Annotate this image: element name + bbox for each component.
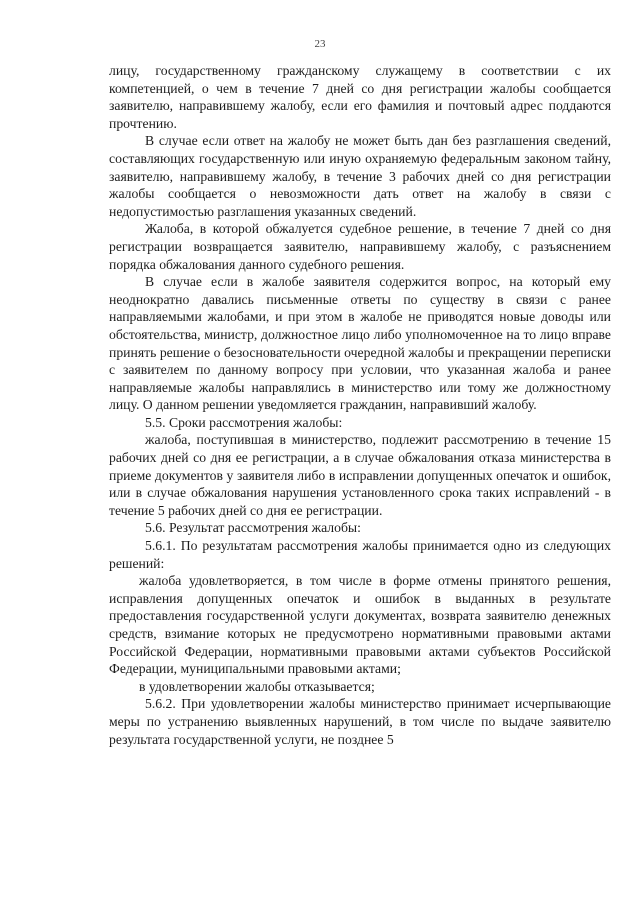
paragraph-repeated-question: В случае если в жалобе заявителя содержится вопрос, на который ему неоднократно давались письменные ответы по существу в связи с ранее направляемыми жалобами, и при этом в жалобе не приводятся новые доводы или обстоятельства, министр, должностное лицо либо уполномоченное на то лицо вправе принять решение о безосновательности очередной жалобы и прекращении переписки с заявителем по данному вопросу при условии, что указанная жалоба и ранее направляемые жалобы направлялись в министерство или тому же должностному лицу. О данном решении уведомляется гражданин, направивший жалобу.: [109, 274, 611, 413]
paragraph-secret-info: В случае если ответ на жалобу не может быть дан без разглашения сведений, составляющих государственную или иную охраняемую федеральным законом тайну, заявителю, направившему жалобу, в течение 3 рабочих дней со дня регистрации жалобы сообщается о невозможности дать ответ на жалобу в связи с недопустимостью разглашения указанных сведений.: [109, 133, 611, 219]
section-heading-5-6: 5.6. Результат рассмотрения жалобы:: [145, 520, 361, 536]
paragraph-5-6-2: 5.6.2. При удовлетворении жалобы министерство принимает исчерпывающие меры по устранению выявленных нарушений, в том числе по выдаче заявителю результата государственной услуги, не позднее 5: [109, 696, 611, 747]
paragraph-5-6-1: 5.6.1. По результатам рассмотрения жалобы принимается одно из следующих решений:: [109, 538, 611, 571]
paragraph-complaint-rejected: в удовлетворении жалобы отказывается;: [139, 678, 375, 694]
paragraph-complaint-satisfied: жалоба удовлетворяется, в том числе в форме отмены принятого решения, исправления допущенных опечаток и ошибок в выданных в результате предоставления государственной услуги документах, возврата заявителю денежных средств, взимание которых не предусмотрено нормативными правовыми актами Российской Федерации, нормативными правовыми актами субъектов Российской Федерации, муниципальными правовыми актами;: [109, 573, 611, 677]
document-body: [109, 62, 611, 748]
page-number: 23: [314, 38, 326, 50]
paragraph-continuation: лицу, государственному гражданскому служащему в соответствии с их компетенцией, о чем в течение 7 дней со дня регистрации жалобы сообщается заявителю, направившему жалобу, если его фамилия и почтовый адрес поддаются прочтению.: [109, 63, 611, 131]
section-heading-5-5: 5.5. Сроки рассмотрения жалобы:: [145, 414, 343, 430]
paragraph-court-decision: Жалоба, в которой обжалуется судебное решение, в течение 7 дней со дня регистрации возвращается заявителю, направившему жалобу, с разъяснением порядка обжалования данного судебного решения.: [109, 221, 611, 272]
paragraph-review-terms: жалоба, поступившая в министерство, подлежит рассмотрению в течение 15 рабочих дней со дня ее регистрации, а в случае обжалования отказа министерства в приеме документов у заявителя либо в исправлении допущенных опечаток и ошибок, или в случае обжалования нарушения установленного срока таких исправлений - в течение 5 рабочих дней со дня ее регистрации.: [109, 432, 611, 518]
